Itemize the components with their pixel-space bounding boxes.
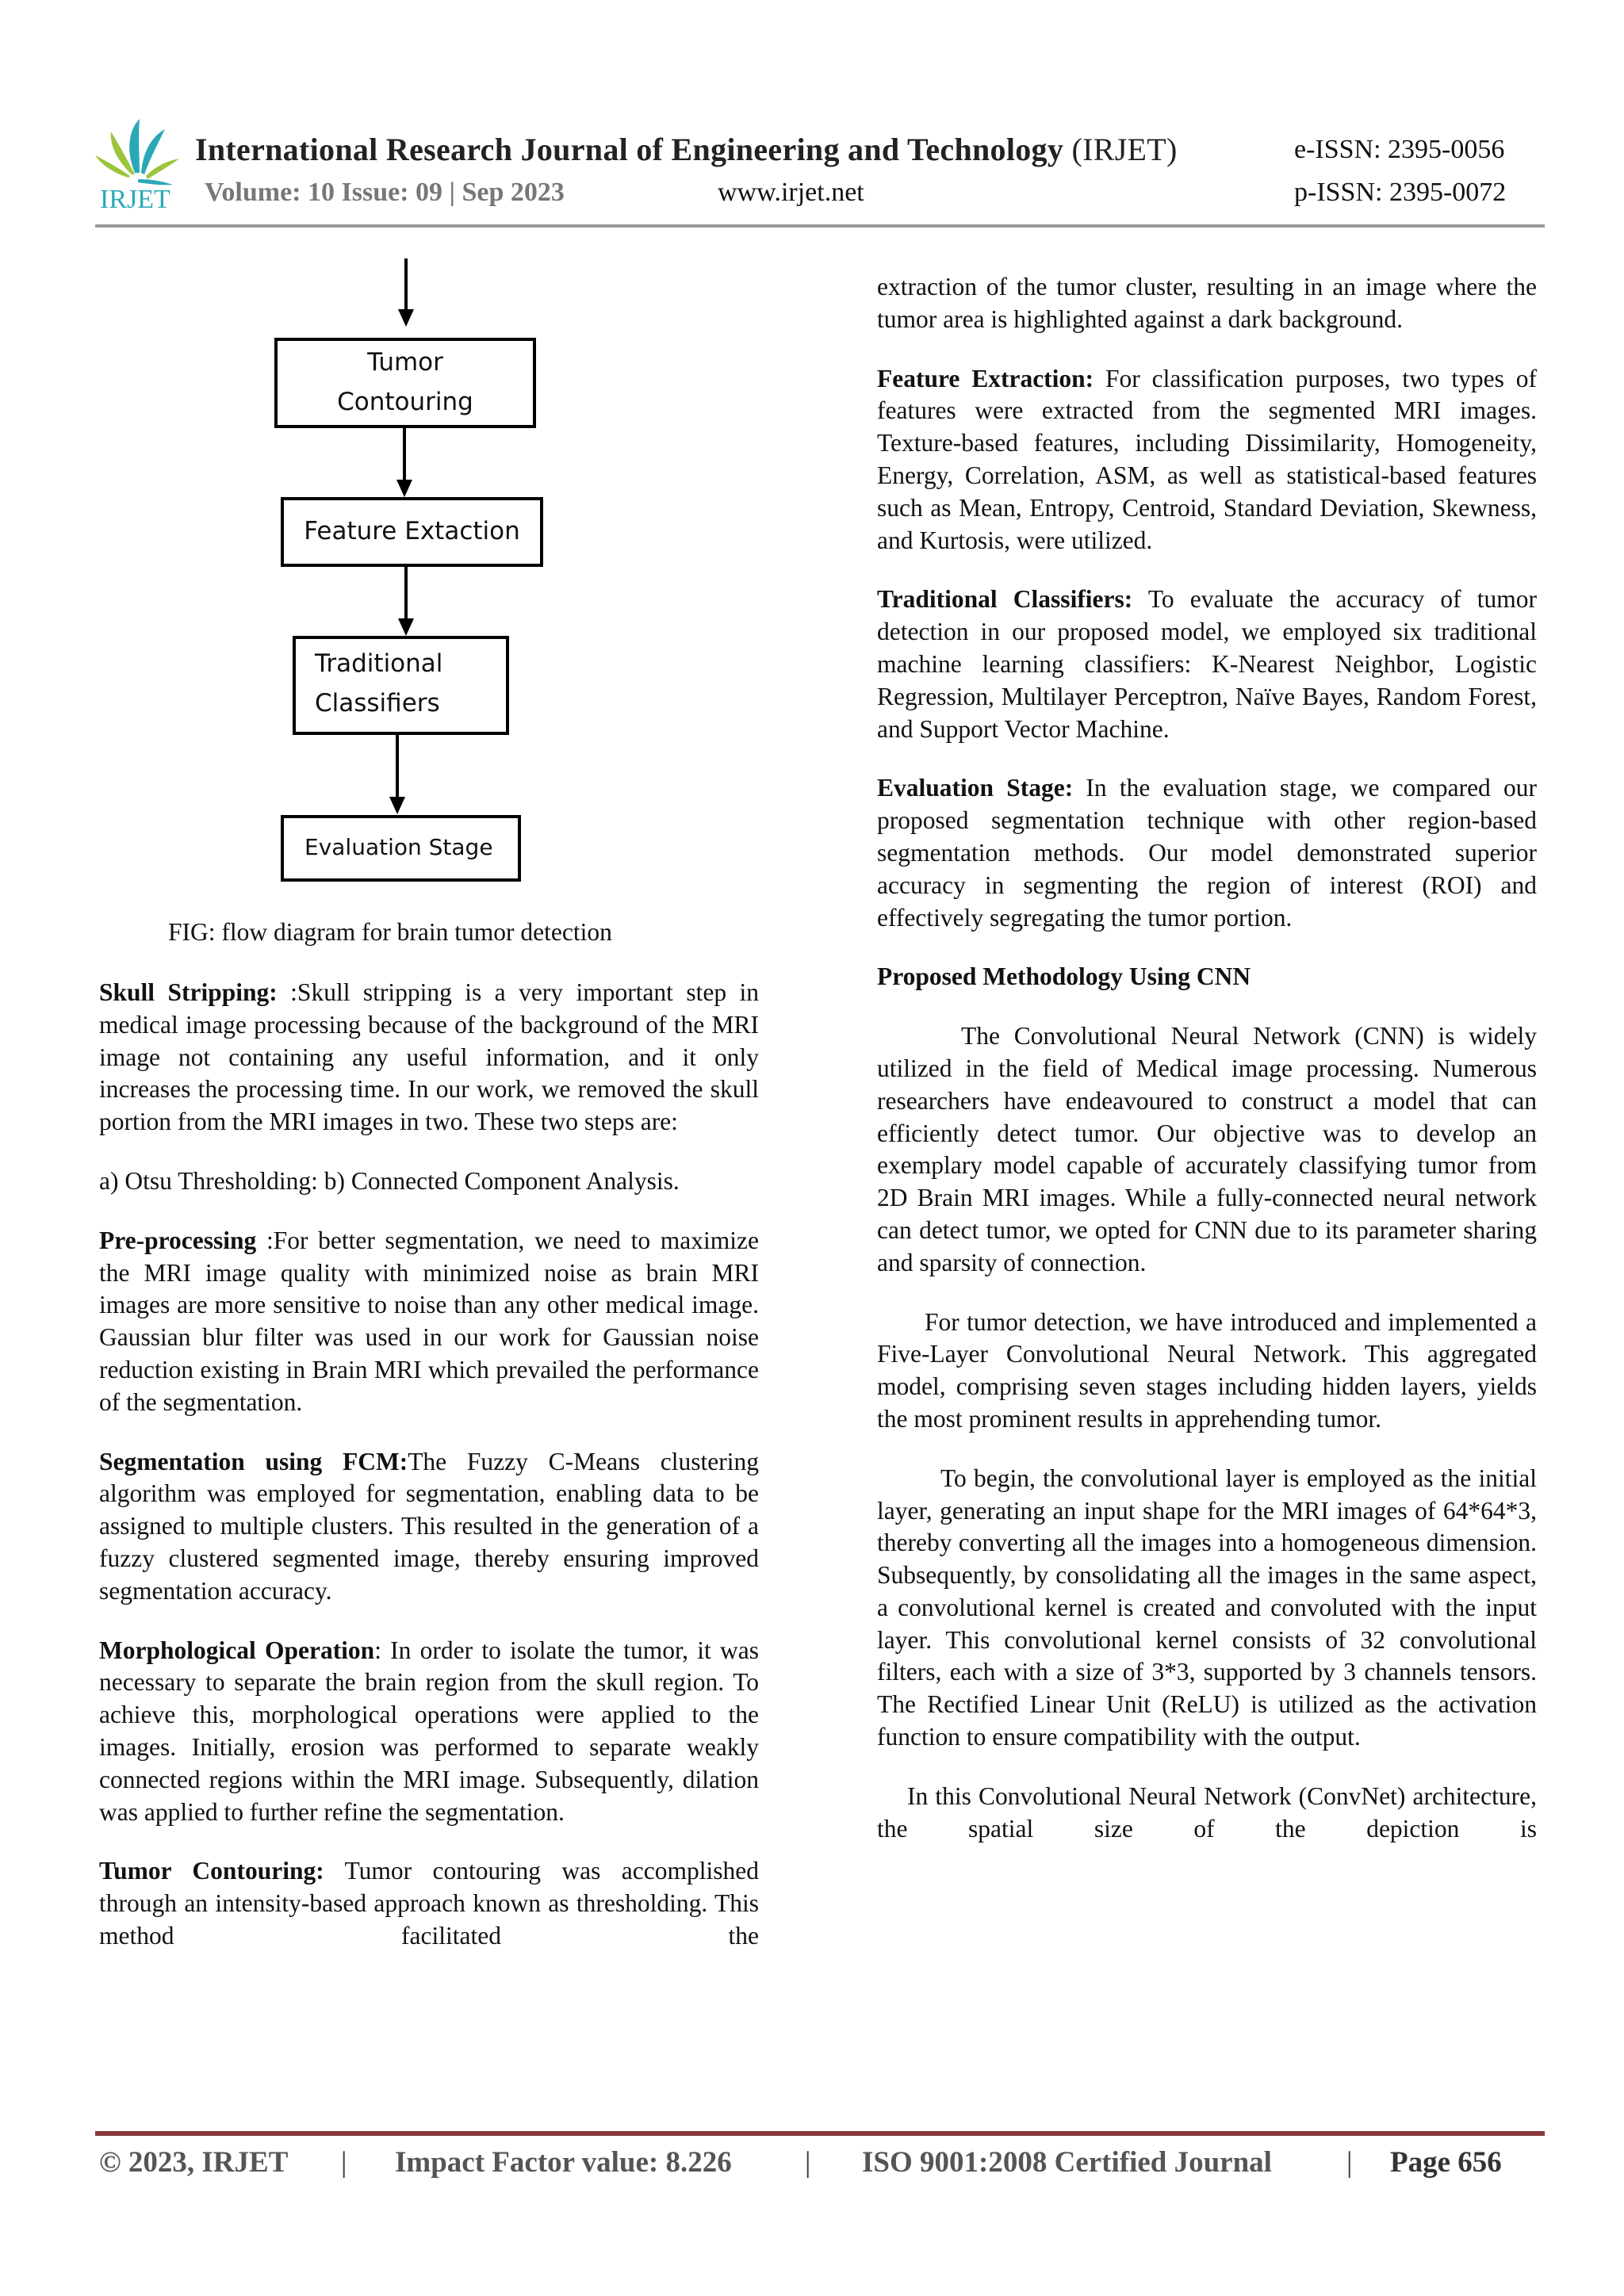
paragraph-heading: Tumor Contouring: <box>99 1857 324 1885</box>
paragraph-steps <box>99 1165 759 1198</box>
section-heading: Proposed Methodology Using CNN <box>877 962 1251 991</box>
volume-issue: Volume: 10 Issue: 09 | Sep 2023 <box>205 178 565 207</box>
paragraph-text: For tumor detection, we have introduced and implemented a Five-Layer Convolutional Neural Network. This aggregated model, comprising seven stages including hidden layers, yields the most prominent results in apprehending tumor. <box>877 1307 1537 1433</box>
paragraph-traditional-classifiers <box>877 584 1537 745</box>
journal-name: International Research Journal of Engineering and Technology <box>195 132 1064 167</box>
paragraph-skull-stripping <box>99 977 759 1138</box>
paragraph-text: The Fuzzy C-Means clustering algorithm was employed for segmentation, enabling data to be assigned to multiple clusters. This resulted in the generation of a fuzzy clustered segmented image, thereby ensuring improved segmentation accuracy. <box>99 1447 759 1605</box>
paragraph-convnet <box>877 1781 1537 1846</box>
arrow-head-icon <box>389 797 405 814</box>
arrow-head-icon <box>398 309 414 327</box>
paragraph-conv-layer <box>877 1463 1537 1754</box>
box-line: Traditional <box>315 649 443 678</box>
journal-title <box>195 131 1178 168</box>
footer-separator: | <box>341 2146 347 2179</box>
paragraph-text: To begin, the convolutional layer is employed as the initial layer, generating an input shape for the MRI images of 64*64*3, thereby converting all the images into a homogeneous dimension. Subsequently, by consolidating all the images in the same aspect, a convolutional kernel is created and convoluted with the input layer. This convolutional kernel consists of 32 convolutional filters, each with a size of 3*3, supported by 3 channels tensors. The Rectified Linear Unit (ReLU) is utilized as the activation function to ensure compatibility with the output. <box>877 1464 1537 1751</box>
arrow-line <box>396 735 399 798</box>
paragraph-text: For classification purposes, two types of features were extracted from the segmented MRI images. Texture-based features, including Dissimilarity, Homogeneity, Energy, Correlation, ASM, as well as statistical-based features such as Mean, Entropy, Centroid, Standard Deviation, Skewness, and Kurtosis, were utilized. <box>877 364 1538 554</box>
footer-copyright: © 2023, IRJET <box>99 2146 289 2179</box>
p-issn: p-ISSN: 2395-0072 <box>1294 178 1507 207</box>
paragraph-text: To evaluate the accuracy of tumor detection in our proposed model, we employed six traditional machine learning classifiers: K-Nearest Neighbor, Logistic Regression, Multilayer Perceptron, Naïve Bayes, Random Forest, and Support Vector Machine. <box>877 585 1537 743</box>
paragraph-text: Tumor contouring was accomplished through an intensity-based approach known as thresholding. This method facilitated the <box>99 1857 759 1950</box>
paragraph-text: a) Otsu Thresholding: b) Connected Component Analysis. <box>99 1166 680 1195</box>
paragraph-heading: Traditional Classifiers: <box>877 585 1133 614</box>
paragraph-heading: Segmentation using FCM: <box>99 1447 408 1475</box>
paragraph-tumor-contouring <box>99 1855 759 1952</box>
arrow-head-icon <box>396 480 412 497</box>
paragraph-heading: Pre-processing <box>99 1226 257 1254</box>
right-column <box>877 271 1537 1872</box>
footer-divider <box>95 2131 1545 2136</box>
box-line: Feature Extaction <box>304 517 520 545</box>
paragraph-segmentation <box>99 1446 759 1608</box>
paragraph-text: In the evaluation stage, we compared our proposed segmentation technique with other region-based segmentation methods. Our model demonstrated superior accuracy in segmenting the region of interest (ROI) and effectively segregating the tumor portion. <box>877 774 1537 932</box>
paragraph-morphological <box>99 1635 759 1829</box>
box-line: Classifiers <box>315 689 440 718</box>
arrow-line <box>404 567 408 619</box>
paragraph-heading: Morphological Operation <box>99 1636 375 1664</box>
flow-box-evaluation-stage <box>281 815 521 882</box>
paragraph-text: extraction of the tumor cluster, resulting in an image where the tumor area is highlighted against a dark background. <box>877 273 1537 333</box>
flow-box-feature-extraction <box>281 497 543 567</box>
arrow-line <box>403 428 406 480</box>
website-link[interactable]: www.irjet.net <box>718 178 864 207</box>
paragraph-text: :Skull stripping is a very important step in medical image processing because of the background of the MRI image not containing any useful information, and it only increases the processing time. In our work, we removed the skull portion from the MRI images in two. These two steps are: <box>99 978 759 1136</box>
arrow-line <box>404 258 408 311</box>
irjet-logo <box>94 117 181 212</box>
paragraph-heading: Evaluation Stage: <box>877 774 1074 802</box>
paragraph-feature-extraction <box>877 363 1537 557</box>
footer-separator: | <box>1346 2146 1353 2179</box>
footer-page-number: Page 656 <box>1390 2146 1502 2179</box>
footer-separator: | <box>805 2146 811 2179</box>
paragraph-text: :For better segmentation, we need to maximize the MRI image quality with minimized noise as brain MRI images are more sensitive to noise than any other medical image. Gaussian blur filter was used in our work for Gaussian noise reduction existing in Brain MRI which prevailed the performance of the segmentation. <box>99 1226 759 1416</box>
box-line: Tumor <box>367 348 443 377</box>
logo-text: IRJET <box>100 185 170 212</box>
flow-box-traditional-classifiers <box>293 636 509 735</box>
paragraph-text: In this Convolutional Neural Network (ConvNet) architecture, the spatial size of the depiction is <box>877 1781 1537 1843</box>
footer-impact-factor: Impact Factor value: 8.226 <box>395 2146 732 2179</box>
left-column <box>99 977 759 1980</box>
box-line: Evaluation Stage <box>304 834 493 860</box>
flow-box-tumor-contouring <box>274 338 536 428</box>
paragraph-preprocessing <box>99 1225 759 1419</box>
journal-abbr: (IRJET) <box>1071 132 1178 167</box>
paragraph-text: : In order to isolate the tumor, it was necessary to separate the brain region from the skull region. To achieve this, morphological operations were applied to the images. Initially, erosion was performed to separate weakly connected regions within the MRI image. Subsequently, dilation was applied to further refine the segmentation. <box>99 1636 759 1826</box>
paragraph-text: The Convolutional Neural Network (CNN) is widely utilized in the field of Medical image processing. Numerous researchers have endeavoured to construct a model that can efficiently detect tumor. Our objective was to develop an exemplary model capable of accurately classifying tumor from 2D Brain MRI images. While a fully-connected neural network can detect tumor, we opted for CNN due to its parameter sharing and sparsity of connection. <box>877 1022 1537 1276</box>
paragraph-evaluation-stage <box>877 772 1537 934</box>
arrow-head-icon <box>398 618 414 636</box>
paragraph-heading: Feature Extraction: <box>877 364 1094 392</box>
figure-caption: FIG: flow diagram for brain tumor detection <box>168 918 612 946</box>
paragraph-heading: Skull Stripping: <box>99 978 278 1006</box>
box-line: Contouring <box>337 388 473 416</box>
footer-iso: ISO 9001:2008 Certified Journal <box>862 2146 1272 2179</box>
paragraph-continuation <box>877 271 1537 336</box>
paragraph-five-layer <box>877 1307 1537 1436</box>
paragraph-cnn-intro <box>877 1020 1537 1279</box>
header-divider <box>95 224 1545 228</box>
e-issn: e-ISSN: 2395-0056 <box>1294 135 1505 164</box>
